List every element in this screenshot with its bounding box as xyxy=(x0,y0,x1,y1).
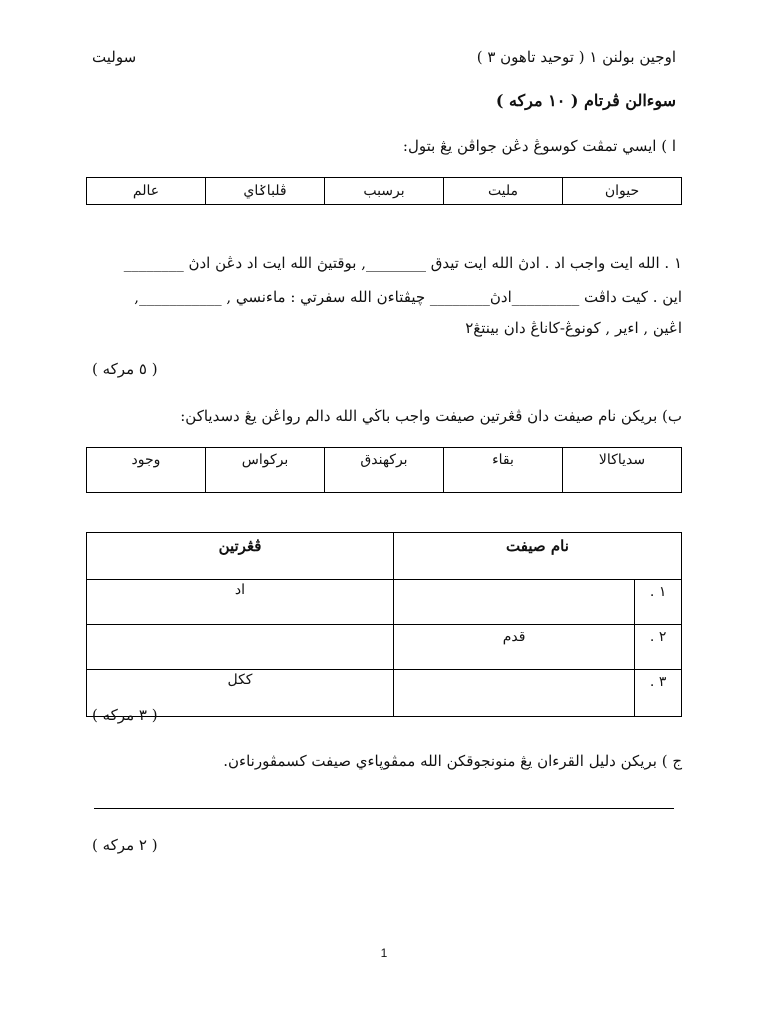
part-c-instruction: ج ) بريكن دليل القرءان يڠ منونجوقكن الله ممڤوڽاءي صيفت كسمڤورناءن. xyxy=(223,752,682,770)
word-bank-cell: برکهندق xyxy=(325,448,444,493)
attribute-name-cell[interactable] xyxy=(393,580,634,625)
part-a-word-bank xyxy=(86,177,682,205)
part-a-instruction: ا ) ايسي تمڤت كوسوڠ دڠن جواڤن يڠ بتول: xyxy=(402,137,676,155)
part-a-marks: ( ٥ مركه ) xyxy=(92,360,158,378)
row-number: ١ . xyxy=(635,580,682,625)
word-bank-cell: وجود xyxy=(87,448,206,493)
section-heading: سوءالن ڤرتام ( ١٠ مركه ) xyxy=(495,91,676,110)
attribute-meaning-cell[interactable]: ککل xyxy=(87,670,394,717)
row-number: ٢ . xyxy=(635,625,682,670)
word-bank-cell: عالم xyxy=(87,178,206,205)
word-bank-cell: بقاء xyxy=(444,448,563,493)
table-row xyxy=(87,580,682,625)
column-header-name: نام صيفت xyxy=(393,533,681,580)
attribute-name-cell[interactable] xyxy=(393,670,634,717)
part-b-instruction: ب) بريكن نام صيفت دان ڤڠرتين صيفت واجب باڬي الله دالم رواڠن يڠ دسدياكن: xyxy=(180,407,682,425)
fill-in-line-3: اڠين , اءير , كونوڠ-كاناڠ دان بينتڠ٢ xyxy=(465,319,682,337)
attributes-table xyxy=(86,532,682,717)
attribute-meaning-cell[interactable] xyxy=(87,625,394,670)
word-bank-cell: برسبب xyxy=(325,178,444,205)
attribute-name-cell[interactable]: قدم xyxy=(393,625,634,670)
word-bank-cell: ڤلباݢاي xyxy=(206,178,325,205)
part-b-word-bank xyxy=(86,447,682,493)
word-bank-cell: سدياكالا xyxy=(563,448,682,493)
fill-in-line-1: ١ . الله ايت واجب اد . ادڽ الله ايت تيدق ________, بوقتيڽ الله ايت اد دڠن ادڽ ________ xyxy=(123,254,682,272)
part-b-marks: ( ٣ مركه ) xyxy=(92,706,158,724)
word-bank-cell: برکواس xyxy=(206,448,325,493)
fill-in-line-2: اين . كيت داڤت _________ادڽ________ چيڤتاءن الله سفرتي : ماءنسي , ___________, xyxy=(134,288,682,306)
attribute-meaning-cell[interactable]: اد xyxy=(87,580,394,625)
table-row xyxy=(87,625,682,670)
answer-line[interactable] xyxy=(94,808,674,809)
word-bank-cell: مليت xyxy=(444,178,563,205)
column-header-meaning: ڤڠرتين xyxy=(87,533,394,580)
row-number: ٣ . xyxy=(635,670,682,717)
part-c-marks: ( ٢ مركه ) xyxy=(92,836,158,854)
word-bank-cell: حيوان xyxy=(563,178,682,205)
page-number: 1 xyxy=(380,946,388,960)
subject-label: سوليت xyxy=(92,48,137,66)
exam-title: اوجين بولنن ١ ( توحيد تاهون ٣ ) xyxy=(476,48,676,66)
